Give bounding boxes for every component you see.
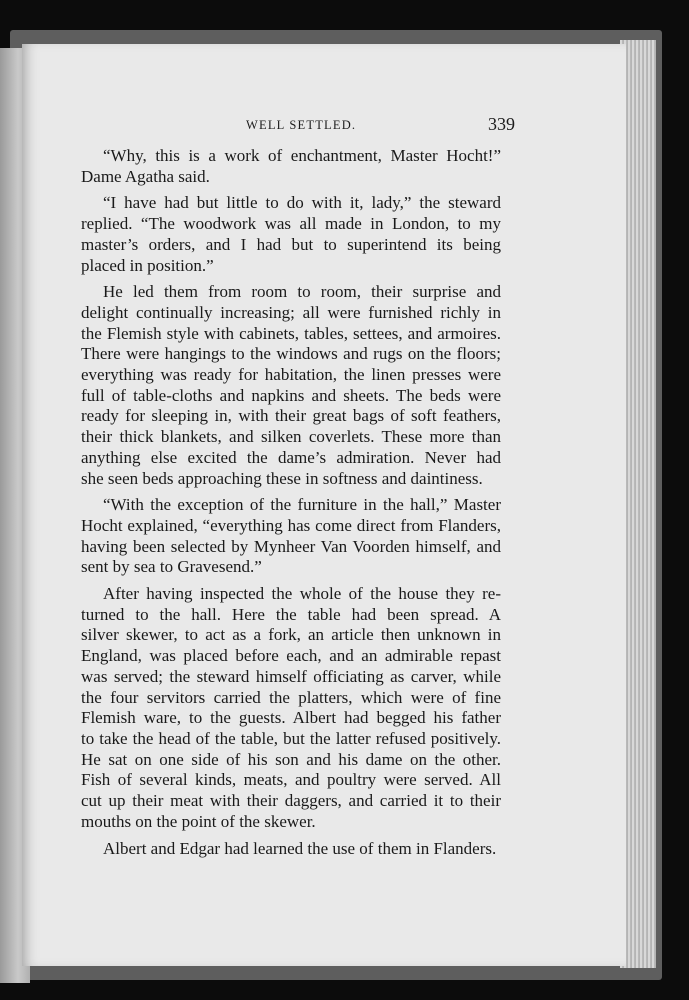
text-line: silver skewer, to act as a fork, an article then unknown in	[81, 625, 501, 645]
text-line: “Why, this is a work of enchantment, Master Hocht!”	[103, 146, 501, 165]
text-line: anything else excited the dame’s admiration. Never had	[81, 447, 501, 467]
text-line: Flemish ware, to the guests. Albert had begged his father	[81, 708, 501, 728]
running-head-title: WELL SETTLED.	[246, 118, 357, 132]
text-line: After having inspected the whole of the house they re-	[103, 584, 501, 604]
paragraph	[81, 146, 501, 187]
paragraph	[81, 193, 501, 276]
text-line: everything was ready for habitation, the linen presses were	[81, 365, 501, 385]
text-line: the Flemish style with cabinets, tables, settees, and armoires.	[81, 323, 501, 343]
text-line: full of table-cloths and napkins and sheets. The beds were	[81, 385, 501, 405]
text-line: Dame Agatha said.	[81, 166, 210, 186]
text-line: placed in position.”	[81, 255, 214, 275]
text-line: delight continually increasing; all were furnished richly in	[81, 302, 501, 322]
text-line: “I have had but little to do with it, lady,” the steward	[103, 193, 501, 213]
text-line: to take the head of the table, but the latter refused positively.	[81, 728, 501, 748]
text-line: England, was placed before each, and an admirable repast	[81, 646, 501, 666]
text-line: Albert and Edgar had learned the use of them in Flanders.	[103, 838, 497, 858]
text-line: mouths on the point of the skewer.	[81, 811, 316, 831]
text-line: master’s orders, and I had but to superintend its being	[81, 234, 501, 254]
text-line: ready for sleeping in, with their great bags of soft feathers,	[81, 406, 501, 426]
text-line: He sat on one side of his son and his dame on the other.	[81, 749, 501, 769]
text-line: she seen beds approaching these in softness and daintiness.	[81, 468, 483, 488]
text-line: cut up their meat with their daggers, and carried it to their	[81, 791, 501, 811]
text-line: the four servitors carried the platters, which were of fine	[81, 687, 501, 707]
page-number: 339	[488, 114, 515, 134]
text-line: turned to the hall. Here the table had been spread. A	[81, 604, 501, 624]
text-line: Fish of several kinds, meats, and poultry were served. All	[81, 770, 501, 790]
paragraph	[81, 584, 501, 832]
body-text	[81, 146, 501, 859]
text-line: “With the exception of the furniture in the hall,” Master	[103, 495, 501, 515]
text-line: Hocht explained, “everything has come direct from Flanders,	[81, 515, 501, 535]
text-line: He led them from room to room, their surprise and	[103, 282, 501, 302]
text-line: There were hangings to the windows and rugs on the floors;	[81, 344, 501, 364]
paragraph	[81, 495, 501, 578]
paragraph	[81, 282, 501, 489]
text-line: their thick blankets, and silken coverlets. These more than	[81, 427, 501, 447]
paragraph	[81, 839, 501, 860]
text-line: was served; the steward himself officiating as carver, while	[81, 666, 501, 686]
text-line: replied. “The woodwork was all made in London, to my	[81, 214, 501, 234]
book-page	[22, 44, 626, 966]
text-line: having been selected by Mynheer Van Voorden himself, and	[81, 536, 501, 556]
text-line: sent by sea to Gravesend.”	[81, 557, 262, 577]
